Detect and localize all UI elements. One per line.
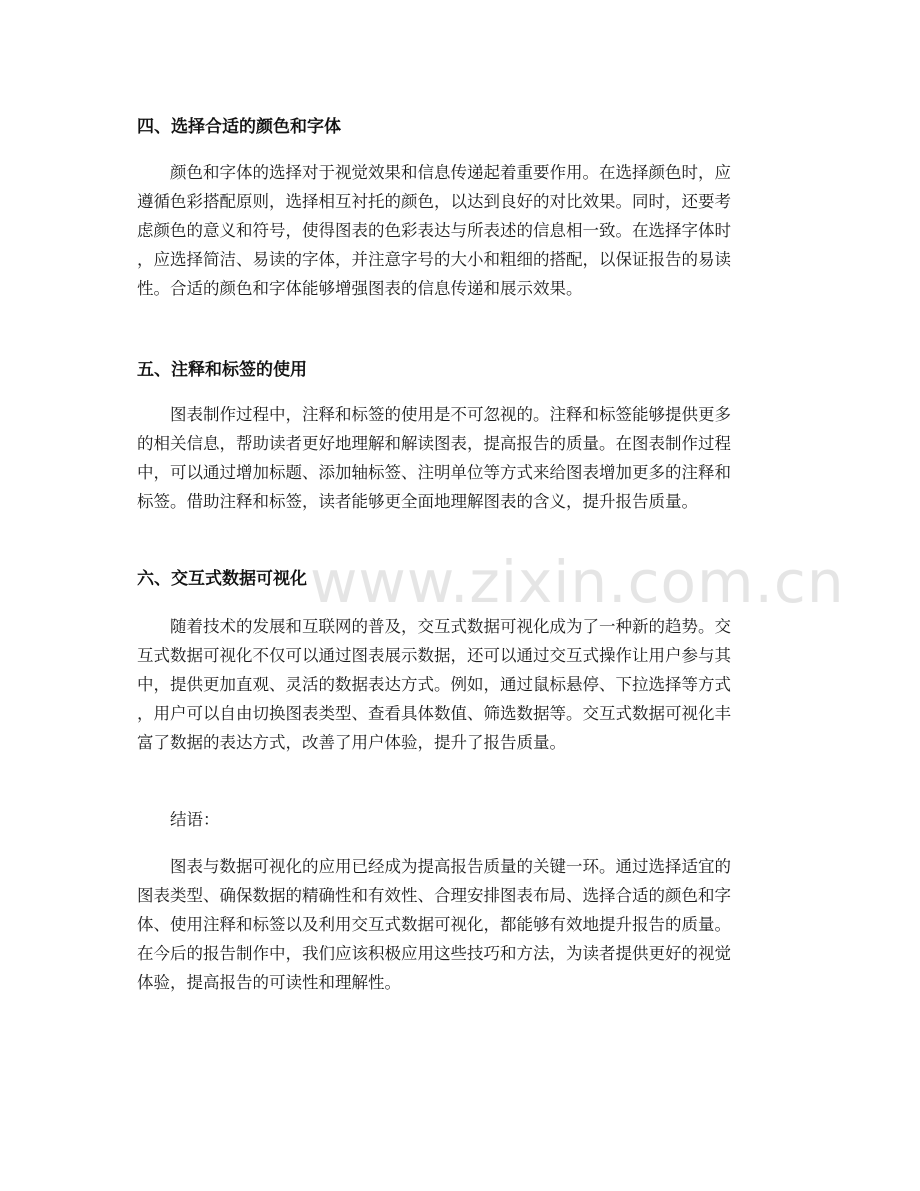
section-heading-4: 四、选择合适的颜色和字体 [137,117,341,137]
paragraph-line: 标签。借助注释和标签，读者能够更全面地理解图表的含义，提升报告质量。 [137,492,698,511]
paragraph-line: 中，提供更加直观、灵活的数据表达方式。例如，通过鼠标悬停、下拉选择等方式 [137,675,731,694]
paragraph-line: 虑颜色的意义和符号，使得图表的色彩表达与所表述的信息相一致。在选择字体时 [137,221,731,240]
paragraph-line: 富了数据的表达方式，改善了用户体验，提升了报告质量。 [137,733,566,752]
paragraph-line: 图表与数据可视化的应用已经成为提高报告质量的关键一环。通过选择适宜的 [170,857,731,876]
paragraph-line: 中，可以通过增加标题、添加轴标签、注明单位等方式来给图表增加更多的注释和 [137,463,731,482]
paragraph-line: ，应选择简洁、易读的字体，并注意字号的大小和粗细的搭配，以保证报告的易读 [137,250,731,269]
paragraph-line: 体、使用注释和标签以及利用交互式数据可视化，都能够有效地提升报告的质量。 [137,915,731,934]
section-paragraph-4 [137,158,799,303]
paragraph-line: ，用户可以自由切换图表类型、查看具体数值、筛选数据等。交互式数据可视化丰 [137,704,731,723]
paragraph-line: 的相关信息，帮助读者更好地理解和解读图表，提高报告的质量。在图表制作过程 [137,434,731,453]
paragraph-line: 颜色和字体的选择对于视觉效果和信息传递起着重要作用。在选择颜色时，应 [170,163,731,182]
paragraph-line: 在今后的报告制作中，我们应该积极应用这些技巧和方法，为读者提供更好的视觉 [137,944,731,963]
conclusion-label: 结语： [170,810,220,829]
paragraph-line: 体验，提高报告的可读性和理解性。 [137,973,401,992]
paragraph-line: 互式数据可视化不仅可以通过图表展示数据，还可以通过交互式操作让用户参与其 [137,646,731,665]
watermark: www.zixin.com.cn [310,548,845,616]
paragraph-line: 图表制作过程中，注释和标签的使用是不可忽视的。注释和标签能够提供更多 [170,405,731,424]
paragraph-line: 遵循色彩搭配原则，选择相互衬托的颜色，以达到良好的对比效果。同时，还要考 [137,192,731,211]
section-heading-6: 六、交互式数据可视化 [137,569,307,589]
paragraph-line: 性。合适的颜色和字体能够增强图表的信息传递和展示效果。 [137,279,583,298]
paragraph-line: 随着技术的发展和互联网的普及，交互式数据可视化成为了一种新的趋势。交 [170,617,731,636]
section-heading-5: 五、注释和标签的使用 [137,360,307,380]
section-paragraph-6 [137,612,799,757]
paragraph-line: 图表类型、确保数据的精确性和有效性、合理安排图表布局、选择合适的颜色和字 [137,886,731,905]
section-paragraph-5 [137,400,799,516]
conclusion-paragraph [137,852,799,997]
